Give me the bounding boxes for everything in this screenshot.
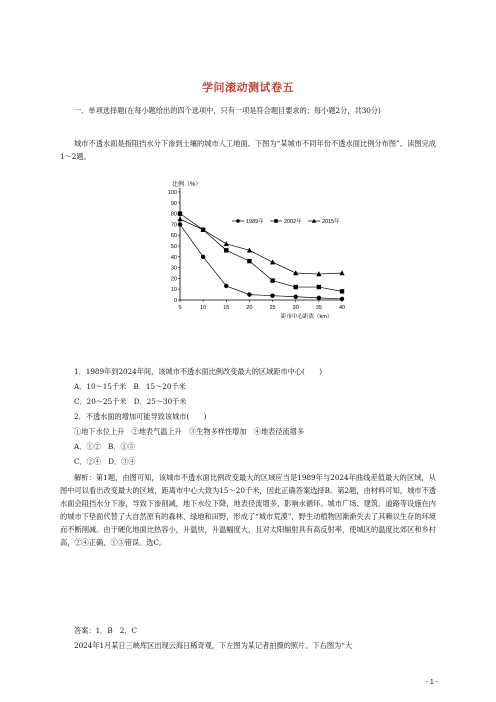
series-1-point	[340, 289, 344, 293]
series-0-point	[224, 284, 228, 288]
series-0-point	[201, 255, 205, 259]
series-0-point	[317, 296, 321, 300]
y-axis-label: 比例（%）	[172, 182, 202, 188]
series-1-point	[294, 285, 298, 289]
series-1-point	[270, 278, 274, 282]
q2-option-a: A．①②	[74, 442, 101, 451]
y-tick-label: 10	[170, 287, 177, 294]
y-tick-label: 70	[170, 222, 177, 229]
series-1-point	[317, 285, 321, 289]
question-2-options-cd	[74, 456, 136, 468]
page-number: - 1 -	[425, 679, 438, 686]
y-tick-label: 50	[170, 244, 177, 250]
page-title: 学问滚动测试卷五	[202, 81, 294, 94]
q1-option-b: B．15～20千米	[133, 382, 186, 391]
series-2-point	[270, 259, 275, 264]
series-1-point	[247, 259, 251, 263]
next-paragraph: 2024年1月某日三峡库区出现云海日稀奇观，下左图为某记者拍摄的照片。下右图为“大	[74, 641, 353, 650]
question-1-options-ab	[74, 381, 186, 393]
impervious-surface-chart	[150, 176, 350, 321]
x-tick-label: 10	[200, 305, 207, 311]
x-tick-label: 20	[246, 305, 253, 311]
legend-label: 2002年	[284, 219, 302, 225]
y-tick-label: 100	[167, 190, 177, 196]
y-tick-label: 40	[170, 254, 177, 261]
series-line-2	[180, 219, 342, 274]
intro-paragraph: 城市不透水面是指阻挡水分下渗到土壤的城市人工地面。下图为“某城市不同年份不透水面比例分布图”。读图完成1～2题。	[60, 139, 436, 161]
question-1-options-cd	[74, 396, 187, 408]
series-0-point	[270, 293, 274, 297]
x-tick-label: 15	[223, 305, 230, 311]
answer-line: 答案：1．B 2．C	[74, 626, 138, 635]
x-tick-label: 35	[315, 305, 322, 311]
q1-option-c: C．20～25千米	[74, 397, 127, 406]
series-0-point	[294, 295, 298, 299]
y-tick-label: 90	[170, 200, 177, 207]
series-0-point	[178, 222, 182, 226]
y-tick-label: 0	[173, 298, 177, 304]
series-1-point	[178, 211, 182, 215]
q2-option-b: B．①③	[107, 442, 135, 451]
legend-marker	[274, 219, 278, 223]
x-tick-label: 30	[292, 305, 299, 311]
y-tick-label: 80	[170, 211, 177, 218]
question-2-stem: 2．不透水面的增加可能导致该城市( )	[74, 412, 207, 421]
series-2-point	[177, 216, 182, 221]
legend-label: 2015年	[322, 219, 340, 225]
x-tick-label: 25	[269, 305, 276, 311]
x-tick-label: 40	[338, 305, 346, 311]
question-1-stem: 1．1989年到2024年间，该城市不透水面比例改变最大的区域距市中心( )	[74, 367, 323, 376]
q1-option-d: D．25～30千米	[133, 397, 187, 406]
y-tick-label: 60	[170, 233, 177, 240]
question-2-items: ①地下水位上升 ②地表气温上升 ③生物多样性增加 ④地表径流增多	[74, 427, 305, 436]
question-2-options-ab	[74, 441, 135, 453]
legend-marker	[236, 219, 240, 223]
y-tick-label: 30	[170, 265, 177, 272]
x-tick-label: 5	[178, 305, 182, 311]
q2-option-c: C．②④	[74, 457, 102, 466]
series-1-point	[224, 248, 228, 252]
series-2-point	[339, 270, 344, 275]
series-0-point	[247, 292, 251, 296]
q2-option-d: D．③④	[108, 457, 136, 466]
series-line-1	[180, 214, 342, 292]
q1-option-a: A．10～15千米	[74, 382, 127, 391]
x-axis-label: 距市中心距离（km）	[281, 314, 333, 320]
y-tick-label: 20	[170, 276, 177, 283]
series-2-point	[224, 241, 229, 246]
section-header: 一、单项选择题(在每小题给出的四个选项中，只有一项是符合题目要求的；每小题2分，共30分)	[74, 106, 381, 115]
analysis-paragraph: 解析：第1题，由图可知，该城市不透水面比例改变最大的区域应当是1989年与2024年曲线差值最大的区域，从图中可以看出改变最大的区域，距离市中心大致为15～20千米，因此正确答案选择B。第2题，由材料可知，城市不透水面会阻挡水分下渗，导致下渗削减，地下水位下降，地表径流增多，影响水循环。城市广场、建筑、道路等设施在内的城市下垫面代替了大自然原有的森林、绿地和田野，形成了“城市荒漠”，野生动植物因渐渐失去了其赖以生存的环境而不断削减。由于硬化地面比热容小，升温快，升温幅度大，且对太阳辐射具有高反射率，使城区的温度比郊区和乡村高，②④正确，①③错误。选C。	[60, 473, 436, 547]
series-2-point	[293, 270, 298, 275]
series-0-point	[340, 297, 344, 301]
legend-label: 1989年	[246, 219, 264, 225]
